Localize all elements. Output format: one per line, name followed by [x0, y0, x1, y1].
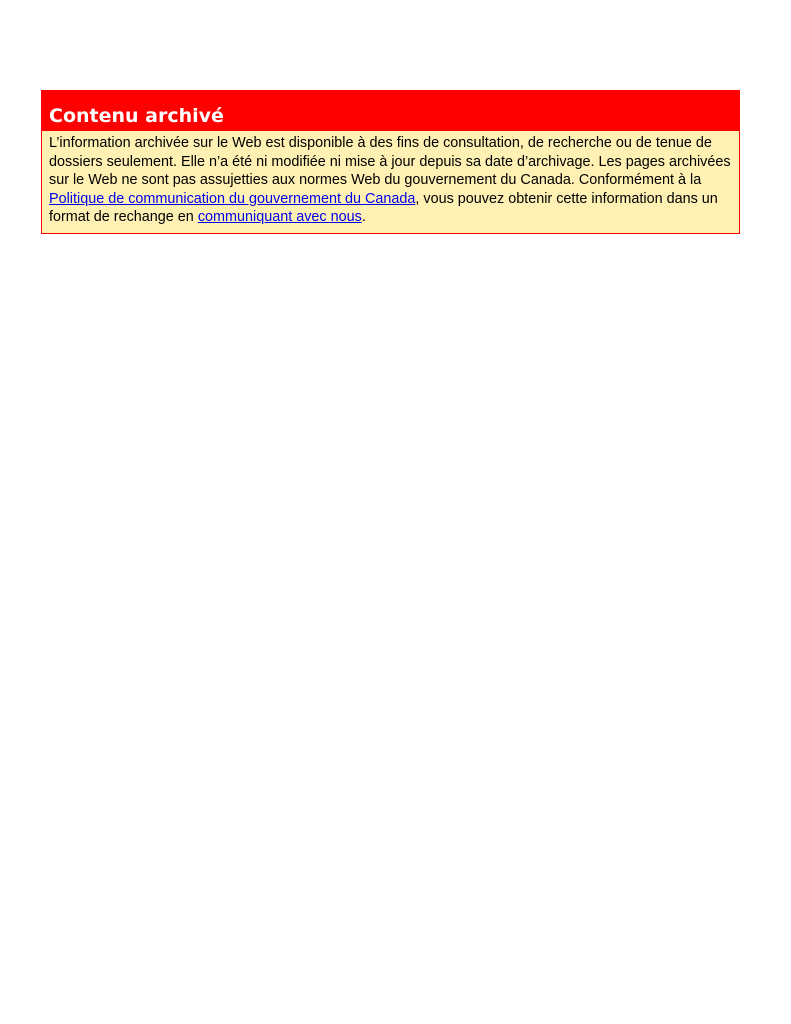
contact-us-link[interactable]: communiquant avec nous	[197, 209, 362, 225]
notice-text-intro: L’information archivée sur le Web est disponible à des fins de consultation, de recherche ou de tenue de dossiers seulement. Elle n’a été ni modifiée ni mise à jour depuis sa date d’archivage. Les pages archivées sur le Web ne sont pas assujetties aux normes Web du gouvernement du Canada. Conformément à la	[49, 135, 731, 188]
communication-policy-link[interactable]: Politique de communication du gouvernement du Canada	[49, 190, 416, 207]
notice-title: Contenu archivé	[42, 91, 739, 131]
notice-body	[42, 131, 739, 233]
archived-content-notice	[41, 90, 740, 234]
notice-text-middle: , vous pouvez obtenir cette information dans un format de rechange en	[49, 190, 718, 225]
notice-text-end: .	[361, 209, 366, 225]
